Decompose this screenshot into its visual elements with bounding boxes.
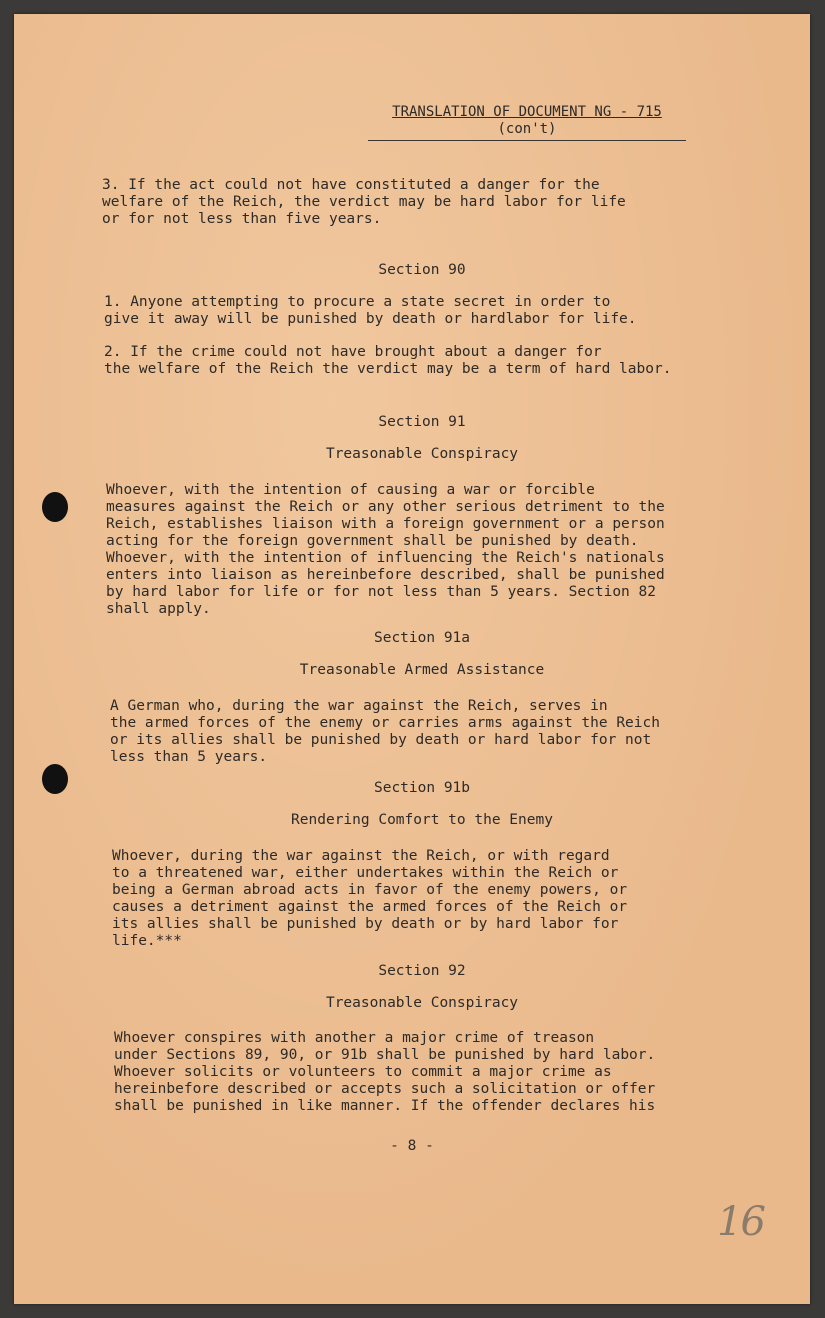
document-subtitle: (con't) (497, 121, 557, 137)
section-92-heading: Section 92 (378, 963, 466, 979)
section-90-paragraph-1: 1. Anyone attempting to procure a state secret in order to give it away will be punished by death or hardlabor for life. (104, 294, 637, 327)
section-91-title: Treasonable Conspiracy (325, 446, 519, 462)
section-91-heading: Section 91 (378, 414, 466, 430)
section-92-title: Treasonable Conspiracy (325, 995, 519, 1011)
punch-hole-top (42, 492, 68, 522)
section-91a-heading: Section 91a (373, 630, 471, 646)
header-rule (368, 140, 686, 141)
section-90-heading: Section 90 (378, 262, 466, 278)
document-header (368, 104, 686, 141)
section-91b-title: Rendering Comfort to the Enemy (291, 812, 553, 828)
section-91b-paragraph: Whoever, during the war against the Reich, or with regard to a threatened war, either undertakes within the Reich or being a German abroad acts in favor of the enemy powers, or causes a detriment against the armed forces of the Reich or its allies shall be punished by death or by hard labor for life.*** (112, 848, 628, 949)
section-92-paragraph: Whoever conspires with another a major crime of treason under Sections 89, 90, or 91b shall be punished by hard labor. Whoever solicits or volunteers to commit a major crime as hereinbefore described or accepts such a solicitation or offer shall be punished in like manner. If the offender declares his (114, 1030, 656, 1114)
punch-hole-bottom (42, 764, 68, 794)
section-91a-paragraph: A German who, during the war against the Reich, serves in the armed forces of the enemy or carries arms against the Reich or its allies shall be punished by death or hard labor for not less than 5 years. (110, 698, 660, 765)
document-title: TRANSLATION OF DOCUMENT NG - 715 (392, 104, 662, 120)
section-90-paragraph-2: 2. If the crime could not have brought about a danger for the welfare of the Reich the verdict may be a term of hard labor. (104, 344, 672, 377)
section-91-paragraph: Whoever, with the intention of causing a war or forcible measures against the Reich or any other serious detriment to the Reich, establishes liaison with a foreign government or a person acting for the foreign government shall be punished by death. Whoever, with the intention of influencing the Reich's nationals enters into liaison as hereinbefore described, shall be punished by hard labor for life or for not less than 5 years. Section 82 shall apply. (106, 482, 665, 617)
handwritten-page-number: 16 (717, 1199, 764, 1245)
section-91a-title: Treasonable Armed Assistance (299, 662, 545, 678)
paragraph-89-3: 3. If the act could not have constituted a danger for the welfare of the Reich, the verdict may be hard labor for life or for not less than five years. (102, 177, 626, 227)
document-page (14, 14, 810, 1304)
page-number: - 8 - (390, 1138, 434, 1154)
section-91b-heading: Section 91b (373, 780, 471, 796)
